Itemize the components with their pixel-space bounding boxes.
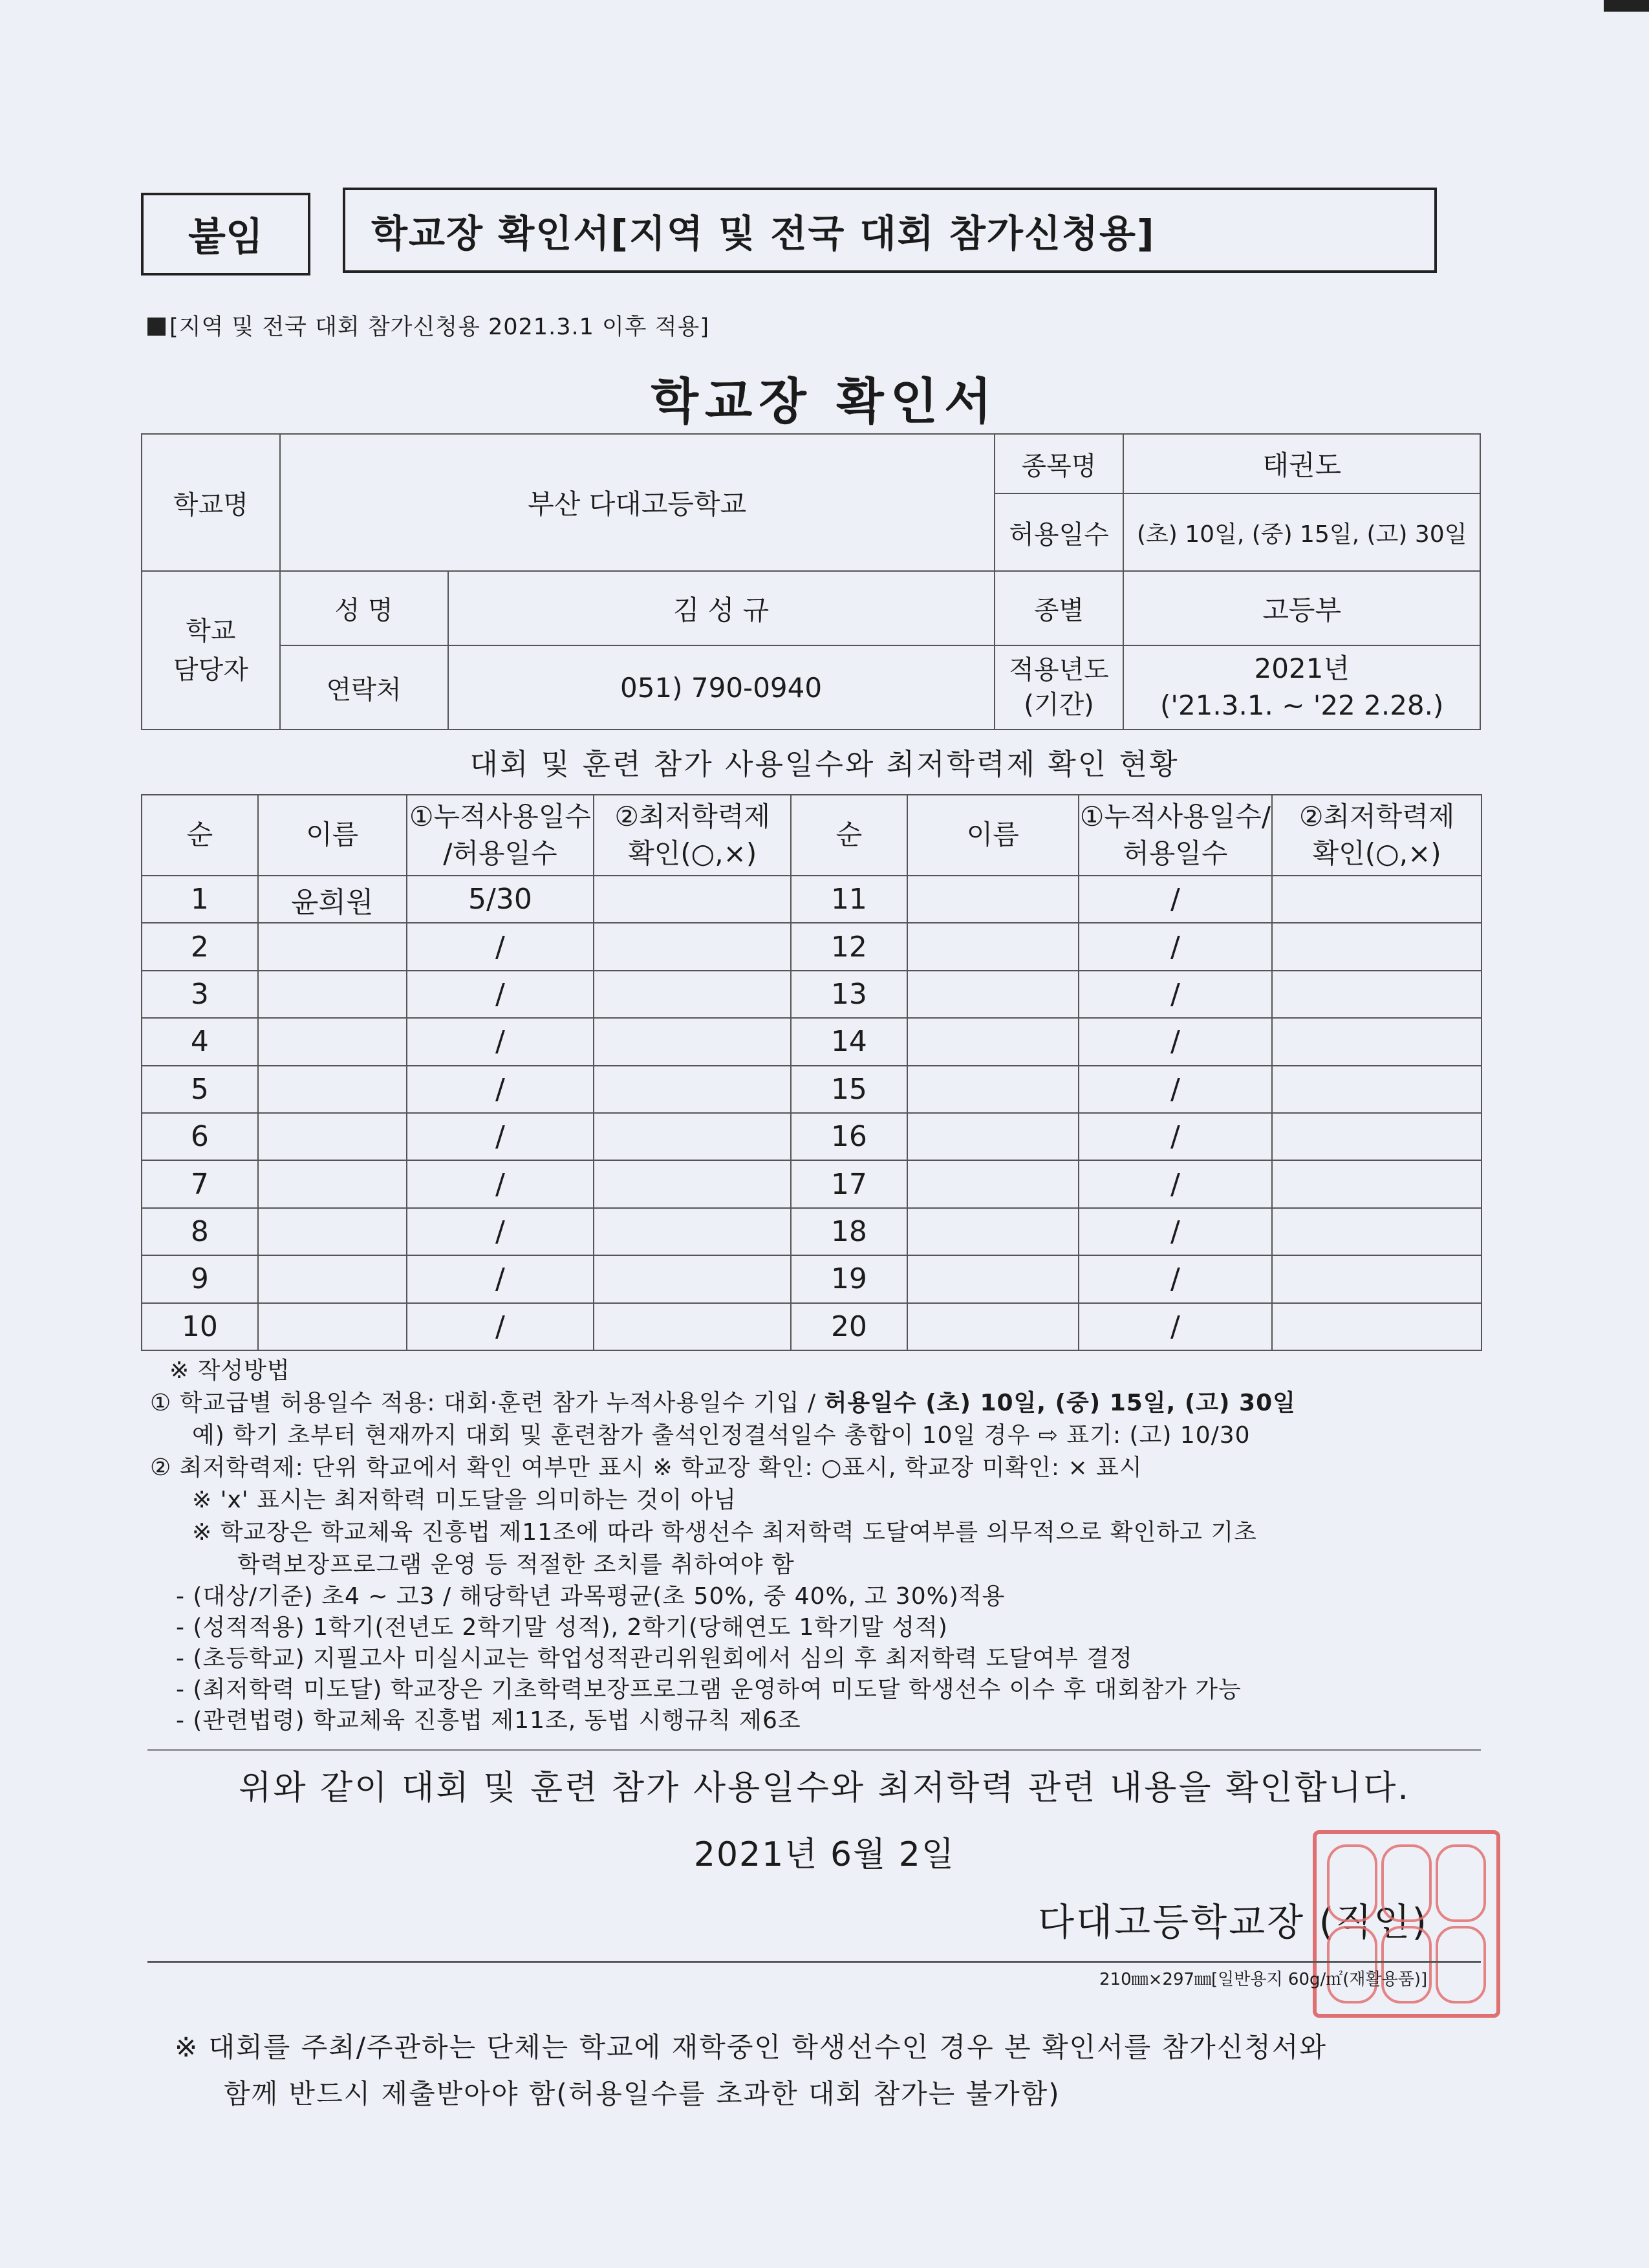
table-row (142, 1113, 1482, 1160)
manager-label-line2: 담당자 (173, 654, 248, 685)
footer-notice (175, 2024, 1500, 2117)
row-number: 9 (142, 1255, 258, 1302)
instruction-line-4: ※ 'x' 표시는 최저학력 미도달을 의미하는 것이 아님 (192, 1487, 737, 1513)
header-check-line1: ②최저학력제 (614, 800, 770, 832)
table-row (142, 1208, 1482, 1255)
row-name-right (907, 1208, 1079, 1255)
document-title-box: 학교장 확인서[지역 및 전국 대회 참가신청용] (343, 188, 1437, 273)
row-name-right (907, 971, 1079, 1018)
instruction-line-7: - (대상/기준) 초4 ~ 고3 / 해당학년 과목평균(초 50%, 중 40%, 고 30%)적용 (176, 1583, 1006, 1610)
allowed-days-value: (초) 10일, (중) 15일, (고) 30일 (1123, 493, 1480, 571)
footer-notice-line1: ※ 대회를 주최/주관하는 단체는 학교에 재학중인 학생선수인 경우 본 확인서를 참가신청서와 (175, 2031, 1328, 2063)
row-name (258, 1208, 407, 1255)
header-days-line1: ①누적사용일수 (409, 800, 591, 832)
seal-mark (1381, 1844, 1432, 1922)
participation-status-table (141, 794, 1482, 1351)
instruction-line-5: ※ 학교장은 학교체육 진흥법 제11조에 따라 학생선수 최저학력 도달여부를 의무적으로 확인하고 기초 (192, 1519, 1257, 1546)
row-check-right (1272, 876, 1482, 923)
row-number-right: 14 (791, 1018, 907, 1065)
header-no: 순 (142, 795, 258, 876)
instruction-line-2: 예) 학기 초부터 현재까지 대회 및 훈련참가 출석인정결석일수 총합이 10일 경우 ⇨ 표기: (고) 10/30 (192, 1422, 1251, 1449)
instruction-line-3: ② 최저학력제: 단위 학교에서 확인 여부만 표시 ※ 학교장 확인: ○표시, 학교장 미확인: × 표시 (150, 1454, 1143, 1481)
attachment-tag: 붙임 (141, 193, 310, 275)
row-number: 7 (142, 1160, 258, 1207)
header-check-right-line2: 확인(○,×) (1312, 837, 1441, 869)
row-number-right: 20 (791, 1303, 907, 1350)
name-value: 김 성 규 (448, 571, 995, 645)
header-name-right: 이름 (907, 795, 1079, 876)
footer-rule (147, 1961, 1481, 1963)
row-number-right: 11 (791, 876, 907, 923)
header-days-right-line1: ①누적사용일수/ (1079, 800, 1271, 832)
row-days: / (407, 1066, 594, 1113)
row-name: 윤희원 (258, 876, 407, 923)
application-note-text: [지역 및 전국 대회 참가신청용 2021.3.1 이후 적용] (169, 314, 710, 340)
seal-mark (1436, 1926, 1486, 2003)
row-days: / (407, 1160, 594, 1207)
row-number: 8 (142, 1208, 258, 1255)
instruction-line-1 (150, 1387, 1508, 1420)
instruction-line-9: - (초등학교) 지필고사 미실시교는 학업성적관리위원회에서 심의 후 최저학력 도달여부 결정 (176, 1645, 1133, 1672)
row-name-right (907, 1113, 1079, 1160)
row-check-right (1272, 923, 1482, 970)
row-number: 1 (142, 876, 258, 923)
row-number: 10 (142, 1303, 258, 1350)
row-name-right (907, 923, 1079, 970)
status-heading: 대회 및 훈련 참가 사용일수와 최저학력제 확인 현황 (469, 747, 1180, 781)
application-note (147, 309, 709, 341)
row-number: 3 (142, 971, 258, 1018)
table-row (142, 1018, 1482, 1065)
year-value (1123, 645, 1480, 729)
manager-label (142, 571, 280, 729)
row-check (594, 1303, 791, 1350)
row-check (594, 1255, 791, 1302)
header-check-line2: 확인(○,×) (628, 837, 757, 869)
row-name (258, 1066, 407, 1113)
row-days: / (407, 1208, 594, 1255)
school-label: 학교명 (142, 434, 280, 571)
paper-spec: 210㎜×297㎜[일반용지 60g/㎡(재활용품)] (1099, 1970, 1428, 1989)
row-days-right: / (1079, 1255, 1273, 1302)
row-check-right (1272, 1066, 1482, 1113)
year-value-line2: ('21.3.1. ~ '22 2.28.) (1160, 689, 1444, 721)
instruction-line-11: - (관련법령) 학교체육 진흥법 제11조, 동법 시행규칙 제6조 (176, 1707, 801, 1734)
seal-mark (1327, 1844, 1377, 1922)
table-row (142, 971, 1482, 1018)
year-label-line1: 적용년도 (1009, 655, 1109, 685)
row-name (258, 1113, 407, 1160)
row-check-right (1272, 1255, 1482, 1302)
name-label: 성 명 (280, 571, 448, 645)
row-days-right: / (1079, 876, 1273, 923)
row-check-right (1272, 1160, 1482, 1207)
row-name-right (907, 1160, 1079, 1207)
instruction-line-10: - (최저학력 미도달) 학교장은 기초학력보장프로그램 운영하여 미도달 학생선수 이수 후 대회참가 가능 (176, 1676, 1242, 1703)
row-check-right (1272, 1018, 1482, 1065)
table-row (142, 1303, 1482, 1350)
table-row (142, 1255, 1482, 1302)
header-check-right-line1: ②최저학력제 (1299, 800, 1455, 832)
footer-notice-line2: 함께 반드시 제출받아야 함(허용일수를 초과한 대회 참가는 불가함) (224, 2078, 1061, 2110)
row-number: 5 (142, 1066, 258, 1113)
contact-label: 연락처 (280, 645, 448, 729)
allowed-days-label: 허용일수 (995, 493, 1124, 571)
instruction-line-8: - (성적적용) 1학기(전년도 2학기말 성적), 2학기(당해연도 1학기말 성적) (176, 1614, 948, 1641)
row-check-right (1272, 971, 1482, 1018)
table-row (142, 923, 1482, 970)
row-days: / (407, 1255, 594, 1302)
row-name (258, 923, 407, 970)
instructions-heading: ※ 작성방법 (169, 1357, 290, 1384)
row-check (594, 1160, 791, 1207)
seal-mark (1327, 1926, 1377, 2003)
row-number-right: 16 (791, 1113, 907, 1160)
principal-signature: 다대고등학교장 (직인) (1038, 1900, 1428, 1944)
row-check-right (1272, 1113, 1482, 1160)
year-value-line1: 2021년 (1254, 653, 1350, 685)
row-days-right: / (1079, 1113, 1273, 1160)
row-number-right: 13 (791, 971, 907, 1018)
sport-label: 종목명 (995, 434, 1124, 493)
row-number: 4 (142, 1018, 258, 1065)
row-name (258, 1255, 407, 1302)
row-days: / (407, 971, 594, 1018)
row-check (594, 1018, 791, 1065)
row-name-right (907, 1066, 1079, 1113)
row-days-right: / (1079, 923, 1273, 970)
header-days-right-line2: 허용일수 (1123, 837, 1228, 869)
row-days: / (407, 1113, 594, 1160)
row-check-right (1272, 1303, 1482, 1350)
row-days-right: / (1079, 971, 1273, 1018)
row-check (594, 1208, 791, 1255)
row-name-right (907, 1018, 1079, 1065)
category-label: 종별 (995, 571, 1124, 645)
school-info-table (141, 433, 1481, 730)
year-label-line2: (기간) (1024, 690, 1094, 720)
row-days: / (407, 1303, 594, 1350)
sport-value: 태권도 (1123, 434, 1480, 493)
row-name (258, 1160, 407, 1207)
row-name-right (907, 876, 1079, 923)
row-days: 5/30 (407, 876, 594, 923)
header-check (594, 795, 791, 876)
row-name (258, 1018, 407, 1065)
row-number-right: 12 (791, 923, 907, 970)
contact-value: 051) 790-0940 (448, 645, 995, 729)
instruction-line-1-bold: 허용일수 (초) 10일, (중) 15일, (고) 30일 (824, 1390, 1296, 1416)
row-number: 2 (142, 923, 258, 970)
confirmation-statement: 위와 같이 대회 및 훈련 참가 사용일수와 최저학력 관련 내용을 확인합니다. (239, 1769, 1410, 1808)
table-row (142, 1160, 1482, 1207)
seal-mark (1381, 1926, 1432, 2003)
row-days-right: / (1079, 1160, 1273, 1207)
manager-label-line1: 학교 (186, 616, 236, 646)
row-number-right: 17 (791, 1160, 907, 1207)
table-row (142, 876, 1482, 923)
row-days: / (407, 1018, 594, 1065)
notes-divider (147, 1749, 1481, 1751)
scan-edge (1604, 0, 1649, 12)
school-value: 부산 다대고등학교 (280, 434, 995, 571)
seal-mark (1436, 1844, 1486, 1922)
row-number-right: 15 (791, 1066, 907, 1113)
header-days-right (1079, 795, 1273, 876)
row-days: / (407, 923, 594, 970)
row-check (594, 923, 791, 970)
row-days-right: / (1079, 1303, 1273, 1350)
row-check (594, 876, 791, 923)
instruction-line-1-text: ① 학교급별 허용일수 적용: 대회·훈련 참가 누적사용일수 기입 / (150, 1390, 824, 1416)
row-days-right: / (1079, 1208, 1273, 1255)
issue-date: 2021년 6월 2일 (693, 1835, 956, 1874)
instruction-line-6: 학력보장프로그램 운영 등 적절한 조치를 취하여야 함 (237, 1551, 795, 1578)
row-check (594, 1066, 791, 1113)
table-row (142, 1066, 1482, 1113)
row-number-right: 19 (791, 1255, 907, 1302)
header-check-right (1272, 795, 1482, 876)
row-name-right (907, 1303, 1079, 1350)
row-check (594, 1113, 791, 1160)
row-days-right: / (1079, 1018, 1273, 1065)
instructions (150, 1355, 1508, 1736)
row-number: 6 (142, 1113, 258, 1160)
year-label (995, 645, 1124, 729)
category-value: 고등부 (1123, 571, 1480, 645)
row-number-right: 18 (791, 1208, 907, 1255)
header-days-line2: /허용일수 (443, 837, 557, 869)
status-rows (142, 876, 1482, 1350)
square-bullet-icon (147, 318, 166, 336)
row-name-right (907, 1255, 1079, 1302)
page-title: 학교장 확인서 (651, 373, 998, 430)
row-name (258, 971, 407, 1018)
header-name: 이름 (258, 795, 407, 876)
row-days-right: / (1079, 1066, 1273, 1113)
header-days (407, 795, 594, 876)
row-name (258, 1303, 407, 1350)
row-check (594, 971, 791, 1018)
row-check-right (1272, 1208, 1482, 1255)
header-no-right: 순 (791, 795, 907, 876)
